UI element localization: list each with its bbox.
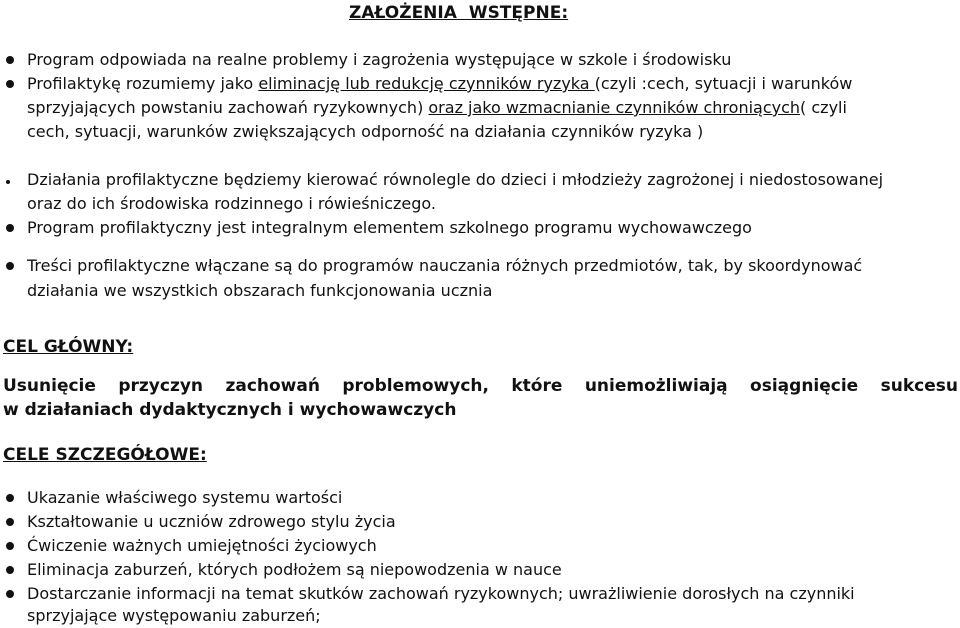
main-goal-heading: CEL GŁÓWNY:: [3, 337, 134, 357]
main-goal-line-2: w działaniach dydaktycznych i wychowawczych: [3, 400, 457, 420]
intro-item-5-line-2: działania we wszystkich obszarach funkcjonowania ucznia: [27, 281, 493, 300]
main-goal-line-1: Usunięcie przyczyn zachowań problemowych, które uniemożliwiają osiągnięcie sukcesu: [3, 376, 958, 396]
goal-item: Dostarczanie informacji na temat skutków zachowań ryzykownych; uwrażliwienie dorosłych na czynniki: [27, 584, 855, 603]
goal-item: Ćwiczenie ważnych umiejętności życiowych: [27, 536, 377, 555]
intro-item-2-line-2: sprzyjających powstaniu zachowań ryzykownych) oraz jako wzmacnianie czynników chroniących( czyli: [27, 98, 847, 117]
intro-item-4: Program profilaktyczny jest integralnym elementem szkolnego programu wychowawczego: [27, 218, 752, 237]
bullet-icon: [6, 494, 14, 502]
page-title: ZAŁOŻENIA WSTĘPNE:: [349, 3, 569, 23]
intro-item-1: Program odpowiada na realne problemy i zagrożenia występujące w szkole i środowisku: [27, 50, 732, 69]
bullet-icon: [6, 262, 14, 270]
intro-item-2-line-3: cech, sytuacji, warunków zwiększających odporność na działania czynników ryzyka ): [27, 122, 704, 141]
intro-item-3-line-2: oraz do ich środowiska rodzinnego i rówieśniczego.: [27, 194, 436, 213]
bullet-icon: [6, 80, 14, 88]
intro-item-2-line-1: Profilaktykę rozumiemy jako eliminację lub redukcję czynników ryzyka (czyli :cech, sytuacji i warunków: [27, 74, 853, 93]
intro-item-3-line-1: Działania profilaktyczne będziemy kierować równolegle do dzieci i młodzieży zagrożonej i niedostosowanej: [27, 170, 884, 189]
intro-item-5-line-1: Treści profilaktyczne włączane są do programów nauczania różnych przedmiotów, tak, by skoordynować: [27, 256, 863, 275]
bullet-icon: [6, 224, 14, 232]
goal-item-continuation: sprzyjające występowaniu zaburzeń;: [27, 606, 321, 625]
bullet-icon: [6, 590, 14, 598]
detailed-goals-heading: CELE SZCZEGÓŁOWE:: [3, 445, 207, 465]
goal-item: Ukazanie właściwego systemu wartości: [27, 488, 343, 507]
bullet-icon: [6, 518, 14, 526]
bullet-icon: [6, 56, 14, 64]
bullet-icon: [6, 542, 14, 550]
bullet-icon: [6, 566, 14, 574]
goal-item: Kształtowanie u uczniów zdrowego stylu życia: [27, 512, 396, 531]
bullet-icon: [6, 180, 10, 184]
goal-item: Eliminacja zaburzeń, których podłożem są niepowodzenia w nauce: [27, 560, 562, 579]
